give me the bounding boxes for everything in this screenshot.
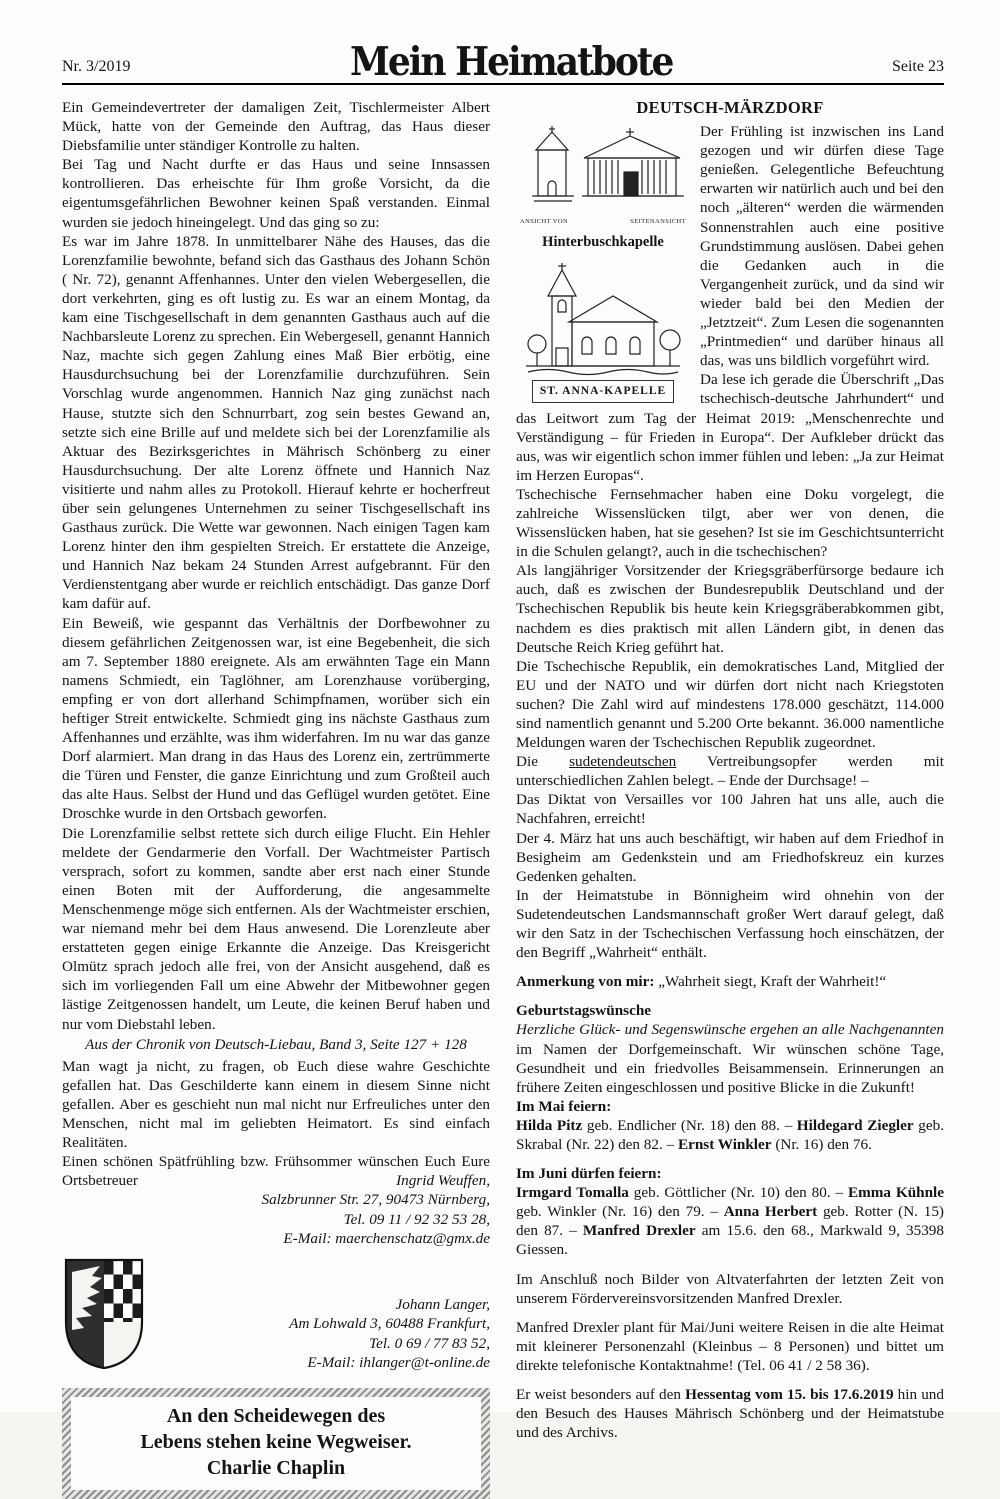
article-paragraph: Da lese ich gerade die Überschrift „Das tschechisch-deutsche Jahrhundert“ und das Leitwort zum Tag der Heimat 2019: „Menschenrechte und Verständigung – für Frieden in Europa“. Der Aufkleber drückt das aus, was wir eigentlich schon immer fühlen und leben: „Ja zur Heimat im Herzen Europas“. <box>516 371 944 484</box>
article-paragraph: Im Anschluß noch Bilder von Altvaterfahrten der letzten Zeit von unserem Fördervereinsvorsitzenden Manfred Drexler. <box>516 1270 944 1307</box>
quote-box <box>62 1388 490 1499</box>
coat-of-arms <box>62 1256 146 1372</box>
contact-line: Tel. 09 11 / 92 32 53 28, <box>343 1210 490 1228</box>
page-header <box>62 39 944 85</box>
masthead-title: Mein Heimatbote <box>349 39 673 85</box>
contact-line: Am Lohwald 3, 60488 Frankfurt, <box>289 1315 490 1333</box>
may-birthday-list: Hilda Pitz geb. Endlicher (Nr. 18) den 88. – Hildegard Ziegler geb. Skrabal (Nr. 22) den 82. – Ernst Winkler (Nr. 16) den 76. <box>516 1116 944 1153</box>
article-paragraph: Der Frühling ist inzwischen ins Land gezogen und wir dürfen diese Tage genießen. Gelegentliche Befeuchtung erwarten wir natürlich auch und bei den noch „älteren“ werden die wärmenden Sonnenstrahlen auch eine positive Grundstimmung auslösen. Dabei gehen die Gedanken auch in die Vergangenheit zurück, und da sind wir wieder bald bei den Medien der „Jetztzeit“. Zum Lesen die sogenannten „Printmedien“ und darüber hinaus all das, was uns bildlich vorgeführt wird. <box>700 123 944 370</box>
contact-line: Salzbrunner Str. 27, 90473 Nürnberg, <box>261 1191 490 1209</box>
bottom-row <box>62 1256 490 1372</box>
article-paragraph: Das Diktat von Versailles vor 100 Jahren hat uns alle, auch die Nachfahren, erreicht! <box>516 791 944 828</box>
article-paragraph: Der 4. März hat uns auch beschäftigt, wir haben auf dem Friedhof in Besigheim am Gedenkstein und am Friedhofskreuz ein kurzes Gedenken gehalten. <box>516 829 944 885</box>
hessentag-paragraph: Er weist besonders auf den Hessentag vom 15. bis 17.6.2019 hin und den Besuch des Hauses Mährisch Schönberg und der Heimatstube und des Archivs. <box>516 1386 944 1442</box>
contact-line: Ingrid Weuffen, <box>396 1172 490 1190</box>
quote-text <box>71 1397 481 1490</box>
quote-line: Lebens stehen keine Wegweiser. <box>140 1430 412 1453</box>
figures-block <box>516 124 690 403</box>
story-paragraph: Bei Tag und Nacht durfte er das Haus und seine Innsassen kontrollieren. Das erheischte für Ihm große Vorsicht, da die eigentumsgefährlichen Bewohner keinen Spaß verstanden. Einmal wurden sie jedoch hineingelegt. Und das ging so zu: <box>62 156 490 231</box>
story-paragraph: Man wagt ja nicht, zu fragen, ob Euch diese wahre Geschichte gefallen hat. Das Geschilderte kann einem in diesem Sinne nicht gefallen. Aber es geschieht nun mal nicht nur Erfreuliches unter den Menschen, nicht mal im geliebten Heimatort. Es sind einfach Realitäten. <box>62 1057 490 1152</box>
article-paragraph: Die Tschechische Republik, ein demokratisches Land, Mitglied der EU und der NATO und wir dürfen dort nicht nach Kriegstoten suchen? Die Zahl wird auf mindestens 178.000 geschätzt, 114.000 sind namentlich genannt und 5.200 Orte bekannt. 36.000 namentliche Meldungen waren der Tschechischen Republik zugeordnet. <box>516 657 944 752</box>
contact-line: E-Mail: maerchenschatz@gmx.de <box>283 1229 490 1247</box>
issue-number: Nr. 3/2019 <box>62 58 131 75</box>
story-paragraph: Die Lorenzfamilie selbst rettete sich durch eilige Flucht. Ein Hehler meldete der Gendarmerie den Vorfall. Der Wachtmeister Partisch versprach, sofort zu kommen, sandte aber erst nach einer Stunde einen Boten mit der Aufforderung, die angesammelte Menschenmenge möge sich entfernen. Als der Wachtmeister erschien, war niemand mehr bei dem Haus anwesend. Die Lorenzleute aber erstatteten gegen einige Erkannte die Anzeige. Das Kreisgericht Olmütz sprach jedoch alle frei, von der Ansicht ausgehend, daß es sich im vorliegenden Fall um eine Abwehr der Mitbewohner gegen lästige Zeitgenossen handelt, um Leute, die keinen Beruf haben und nur vom Diebstahl leben. <box>62 824 490 1033</box>
section-title: DEUTSCH-MÄRZDORF <box>636 98 824 117</box>
page-number: Seite 23 <box>891 58 944 75</box>
quote-line: An den Scheidewegen des <box>166 1404 386 1427</box>
figure-sublabel-left: ANSICHT VON <box>520 218 569 226</box>
story-paragraph: Ein Beweiß, wie gespannt das Verhältnis der Dorfbewohner zu diesem gefährlichen Zeitgenossen war, ist eine Begebenheit, die sich am 7. September 1880 ereignete. Als am erwähnten Tage ein Mann namens Schmiedt, ein Taglöhner, am Lorenzhause vorüberging, empfing er von dort allerhand Schimpfnamen, worüber sich ein heftiger Streit entwickelte. Schmiedt ging ins nächste Gasthaus zum Affenhannes und erzählte, was ihm widerfahren. Im nu war das ganze Dorf alarmiert. Man drang in das Haus des Lorenz ein, zertrümmerte die Türen und Fenster, die ganze Einrichtung und zum Großteil auch das alte Haus. Selbst der Hund und das Geflügel wurden getötet. Eine Droschke wurde in den Ortsbach geworfen. <box>62 614 490 823</box>
article-paragraph: Als langjähriger Vorsitzender der Kriegsgräberfürsorge bedaure ich auch, daß es zwischen der Bundesrepublik Deutschland und der Tschechischen Republik bis heute kein Kriegsgräberabkommen gibt, nachdem es dies praktisch mit allen Ländern gibt, in denen das Deutsche Reich Krieg geführt hat. <box>516 562 944 656</box>
article-paragraph: Die sudetendeutschen Vertreibungsopfer werden mit unterschiedlichen Zahlen belegt. – Ende der Durchsage! – <box>516 753 944 790</box>
farewell-paragraph: Einen schönen Spätfrühling bzw. Frühsommer wünschen Euch Eure Ortsbetreuer <box>62 1153 490 1190</box>
article-paragraph: In der Heimatstube in Bönnigheim wird ohnehin von der Sudetendeutschen Landsmannschaft großer Wert darauf gelegt, daß wir den Satz in der Tschechischen Verfassung hoch einschätzen, der den Begriff „Wahrheit“ enthält. <box>516 886 944 962</box>
june-heading: Im Juni dürfen feiern: <box>516 1165 662 1183</box>
contact-block-johann-langer <box>146 1295 490 1371</box>
quote-author: Charlie Chaplin <box>206 1456 346 1479</box>
contact-line: E-Mail: ihlanger@t-online.de <box>307 1353 490 1371</box>
article-paragraph: Tschechische Fernsehmacher haben eine Doku vorgelegt, die zahlreiche Wissenslücken tilgt, aber wer von denen, die Wissenslücken haben, hat sie gesehen? Ist sie im Geschichtsunterricht in die Schulen gelangt?, auch in die tschechischen? <box>516 485 944 561</box>
right-column <box>516 98 944 1499</box>
figure-sublabel-right: SEITENANSICHT <box>630 218 686 226</box>
june-birthday-list: Irmgard Tomalla geb. Göttlicher (Nr. 10) den 80. – Emma Kühnle geb. Winkler (Nr. 16) den 79. – Anna Herbert geb. Rotter (N. 15) den 87. – Manfred Drexler am 15.6. den 68., Markwald 9, 35398 Giessen. <box>516 1184 944 1259</box>
st-anna-kapelle-drawing <box>524 260 682 378</box>
contact-line: Tel. 0 69 / 77 83 52, <box>369 1334 490 1352</box>
may-heading: Im Mai feiern: <box>516 1097 612 1115</box>
article-paragraph: Manfred Drexler plant für Mai/Juni weitere Reisen in die alte Heimat mit kleinerer Personenzahl (Kleinbus – 8 Personen) und bittet um direkte telefonische Kontaktnahme! (Tel. 06 41 / 2 58 36). <box>516 1318 944 1374</box>
figure-caption: Hinterbuschkapelle <box>542 234 664 251</box>
article-flow <box>516 122 944 1442</box>
birthday-heading: Geburtstagswünsche <box>516 1002 652 1020</box>
figure-sublabels <box>516 212 690 231</box>
chronik-source-line: Aus der Chronik von Deutsch-Liebau, Band 3, Seite 127 + 128 <box>85 1035 467 1053</box>
contact-line: Johann Langer, <box>395 1296 490 1314</box>
birthday-intro: Herzliche Glück- und Segenswünsche ergehen an alle Nachgenannten im Namen der Dorfgemeinschaft. Wir wünschen schöne Tage, Gesundheit und ein friedvolles Beisammensein. Erinnerungen an frühere Zeiten eingeschlossen und positive Blicke in die Zukunft! <box>516 1021 944 1096</box>
hinterbuschkapelle-drawing <box>518 124 688 212</box>
columns <box>62 98 944 1499</box>
left-column <box>62 98 490 1499</box>
story-paragraph: Es war im Jahre 1878. In unmittelbarer Nähe des Hauses, das die Lorenzfamilie bewohnte, befand sich das Gasthaus des Johann Schön ( Nr. 72), genannt Affenhannes. Unter den vielen Webergesellen, die dort verkehrten, ging es oft lustig zu. Es war an einem Montag, da kam eine Tischgesellschaft in dem genannten Gasthaus auch auf die Nachbarsleute Lorenz zu sprechen. Ein Webergesell, genannt Hannich Naz, machte sich gegen Zahlung eines Maß Bier erbötig, eine Hausdurchsuchung bei der Lorenzfamilie durchzuführen. Sein Vorschlag wurde angenommen. Hannich Naz ging zunächst nach Hause, stutzte sich den Schnurrbart, zog sein bestes Gewand an, setzte sich eine Brille auf und meldete sich bei der Lorenzfamilie als Aktuar des Bezirksgerichtes in Mährisch Schönberg zu einer Hausdurchsuchung. Der alte Lorenz öffnete und Hannich Naz visitierte und nahm alles zu Protokoll. Hierauf kehrte er hocherfreut über sein gelungenes Unternehmen zu seiner Tischgesellschaft ins Gasthaus zurück. Die Wette war gewonnen. Nach einigen Tagen kam Lorenz hinter den ihm gespielten Streich. Er erstattete die Anzeige, und Hannich Naz bekam 24 Stunden Arrest aufgebrannt. Für den Verdienstentgang aber wurde er reichlich entschädigt. Das ganze Dorf kam dafür auf. <box>62 232 490 613</box>
anmerkung-paragraph: Anmerkung von mir: „Wahrheit siegt, Kraft der Wahrheit!“ <box>516 973 887 991</box>
st-anna-kapelle-label: ST. ANNA-KAPELLE <box>532 380 674 403</box>
story-paragraph: Ein Gemeindevertreter der damaligen Zeit, Tischlermeister Albert Mück, hatte von der Gemeinde den Auftrag, das Haus dieser Diebsfamilie unter ständiger Kontrolle zu halten. <box>62 99 490 155</box>
